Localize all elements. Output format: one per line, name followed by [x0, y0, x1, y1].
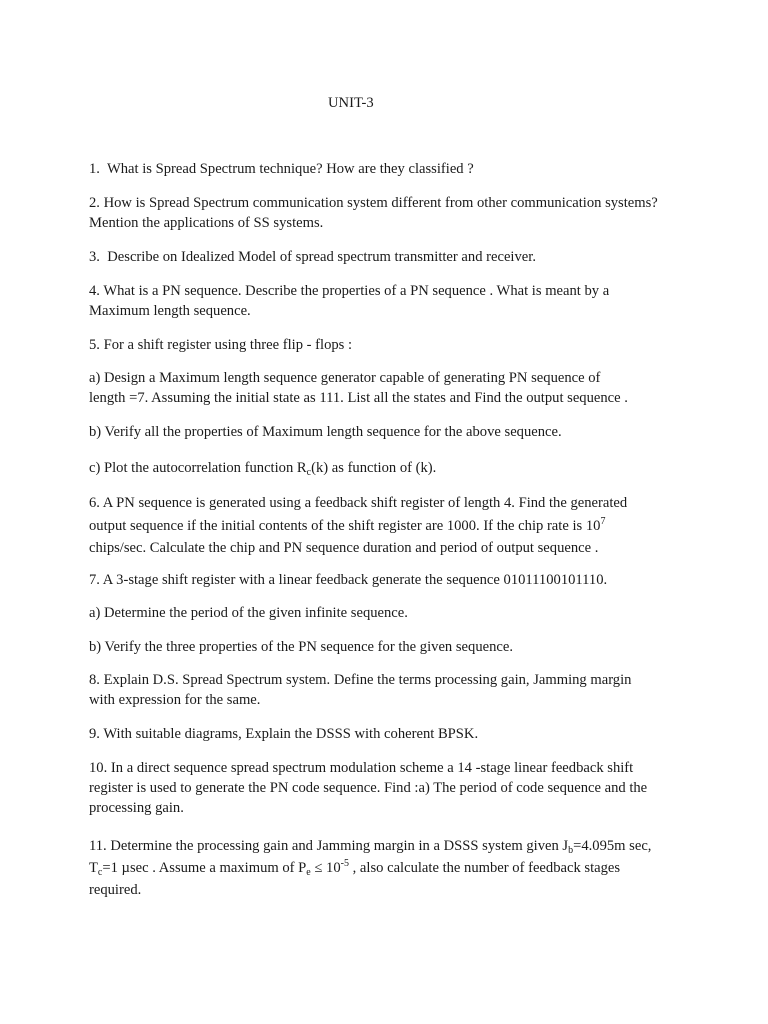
question-11-subscript-e: e — [306, 867, 311, 878]
question-5a-line-2: length =7. Assuming the initial state as 111. List all the states and Find the output sequence . — [89, 390, 628, 406]
question-5 — [89, 335, 689, 355]
question-8-line-1: 8. Explain D.S. Spread Spectrum system. Define the terms processing gain, Jamming margin — [89, 672, 632, 688]
question-1-text: 1. What is Spread Spectrum technique? How are they classified ? — [89, 161, 474, 177]
question-11-inequality: ≤ 10 — [310, 860, 341, 876]
question-11-line-3: required. — [89, 882, 142, 898]
question-5a-line-1: a) Design a Maximum length sequence generator capable of generating PN sequence of — [89, 370, 601, 386]
question-6-superscript: 7 — [600, 515, 606, 527]
question-10-line-2: register is used to generate the PN code sequence. Find :a) The period of code sequence and the — [89, 780, 648, 796]
question-11-subscript-c: c — [97, 867, 103, 878]
question-8-line-2: with expression for the same. — [89, 692, 261, 708]
question-6-line-2 — [89, 515, 689, 538]
question-6-line-2-text: output sequence if the initial contents of the shift register are 1000. If the chip rate is 10 — [89, 517, 601, 534]
question-7b — [89, 637, 689, 657]
page-title: UNIT-3 — [328, 95, 374, 111]
question-7b-text: b) Verify the three properties of the PN sequence for the given sequence. — [89, 639, 514, 655]
question-11-line-2-end: , also calculate the number of feedback stages — [348, 860, 621, 876]
question-11-line-2 — [89, 857, 689, 879]
question-10-line-1: 10. In a direct sequence spread spectrum modulation scheme a 14 -stage linear feedback shift — [89, 760, 634, 776]
question-5b — [89, 422, 689, 442]
question-11-line-1-text: 11. Determine the processing gain and Jamming margin in a DSSS system given J — [89, 838, 569, 854]
question-11-tc-symbol: T — [89, 860, 98, 876]
question-11 — [89, 835, 689, 901]
question-11-line-1 — [89, 835, 689, 857]
question-11-subscript-b: b — [568, 845, 574, 856]
question-10 — [89, 758, 689, 818]
question-5c-subscript: c — [306, 467, 312, 478]
question-2-line-2: Mention the applications of SS systems. — [89, 215, 324, 231]
question-6 — [89, 492, 689, 560]
question-5c — [89, 458, 689, 478]
question-7a-text: a) Determine the period of the given infinite sequence. — [89, 605, 408, 621]
question-7a — [89, 603, 689, 623]
question-9 — [89, 724, 689, 744]
question-5c-text-after: (k) as function of (k). — [311, 460, 437, 476]
question-10-line-3: processing gain. — [89, 800, 184, 816]
question-2-line-1: 2. How is Spread Spectrum communication system different from other communication systems? — [89, 195, 658, 211]
question-5b-text: b) Verify all the properties of Maximum length sequence for the above sequence. — [89, 424, 562, 440]
question-9-text: 9. With suitable diagrams, Explain the DSSS with coherent BPSK. — [89, 726, 479, 742]
question-4-line-2: Maximum length sequence. — [89, 303, 251, 319]
question-5c-text-before: c) Plot the autocorrelation function R — [89, 460, 307, 476]
question-7-text: 7. A 3-stage shift register with a linear feedback generate the sequence 01011100101110. — [89, 572, 608, 588]
question-5a — [89, 368, 689, 408]
question-7 — [89, 570, 689, 590]
question-1 — [89, 159, 689, 179]
question-4-line-1: 4. What is a PN sequence. Describe the properties of a PN sequence . What is meant by a — [89, 283, 610, 299]
question-6-line-3: chips/sec. Calculate the chip and PN sequence duration and period of output sequence . — [89, 540, 599, 556]
question-11-line-2-text: =1 µsec . Assume a maximum of P — [102, 860, 307, 876]
question-6-line-1: 6. A PN sequence is generated using a feedback shift register of length 4. Find the generated — [89, 495, 628, 511]
question-11-superscript: -5 — [340, 858, 349, 869]
question-8 — [89, 670, 689, 710]
question-4 — [89, 281, 689, 321]
question-3 — [89, 247, 689, 267]
question-5-text: 5. For a shift register using three flip - flops : — [89, 337, 353, 353]
question-3-text: 3. Describe on Idealized Model of spread spectrum transmitter and receiver. — [89, 249, 536, 265]
question-2 — [89, 193, 689, 233]
question-11-line-1-end: =4.095m sec, — [573, 838, 652, 854]
